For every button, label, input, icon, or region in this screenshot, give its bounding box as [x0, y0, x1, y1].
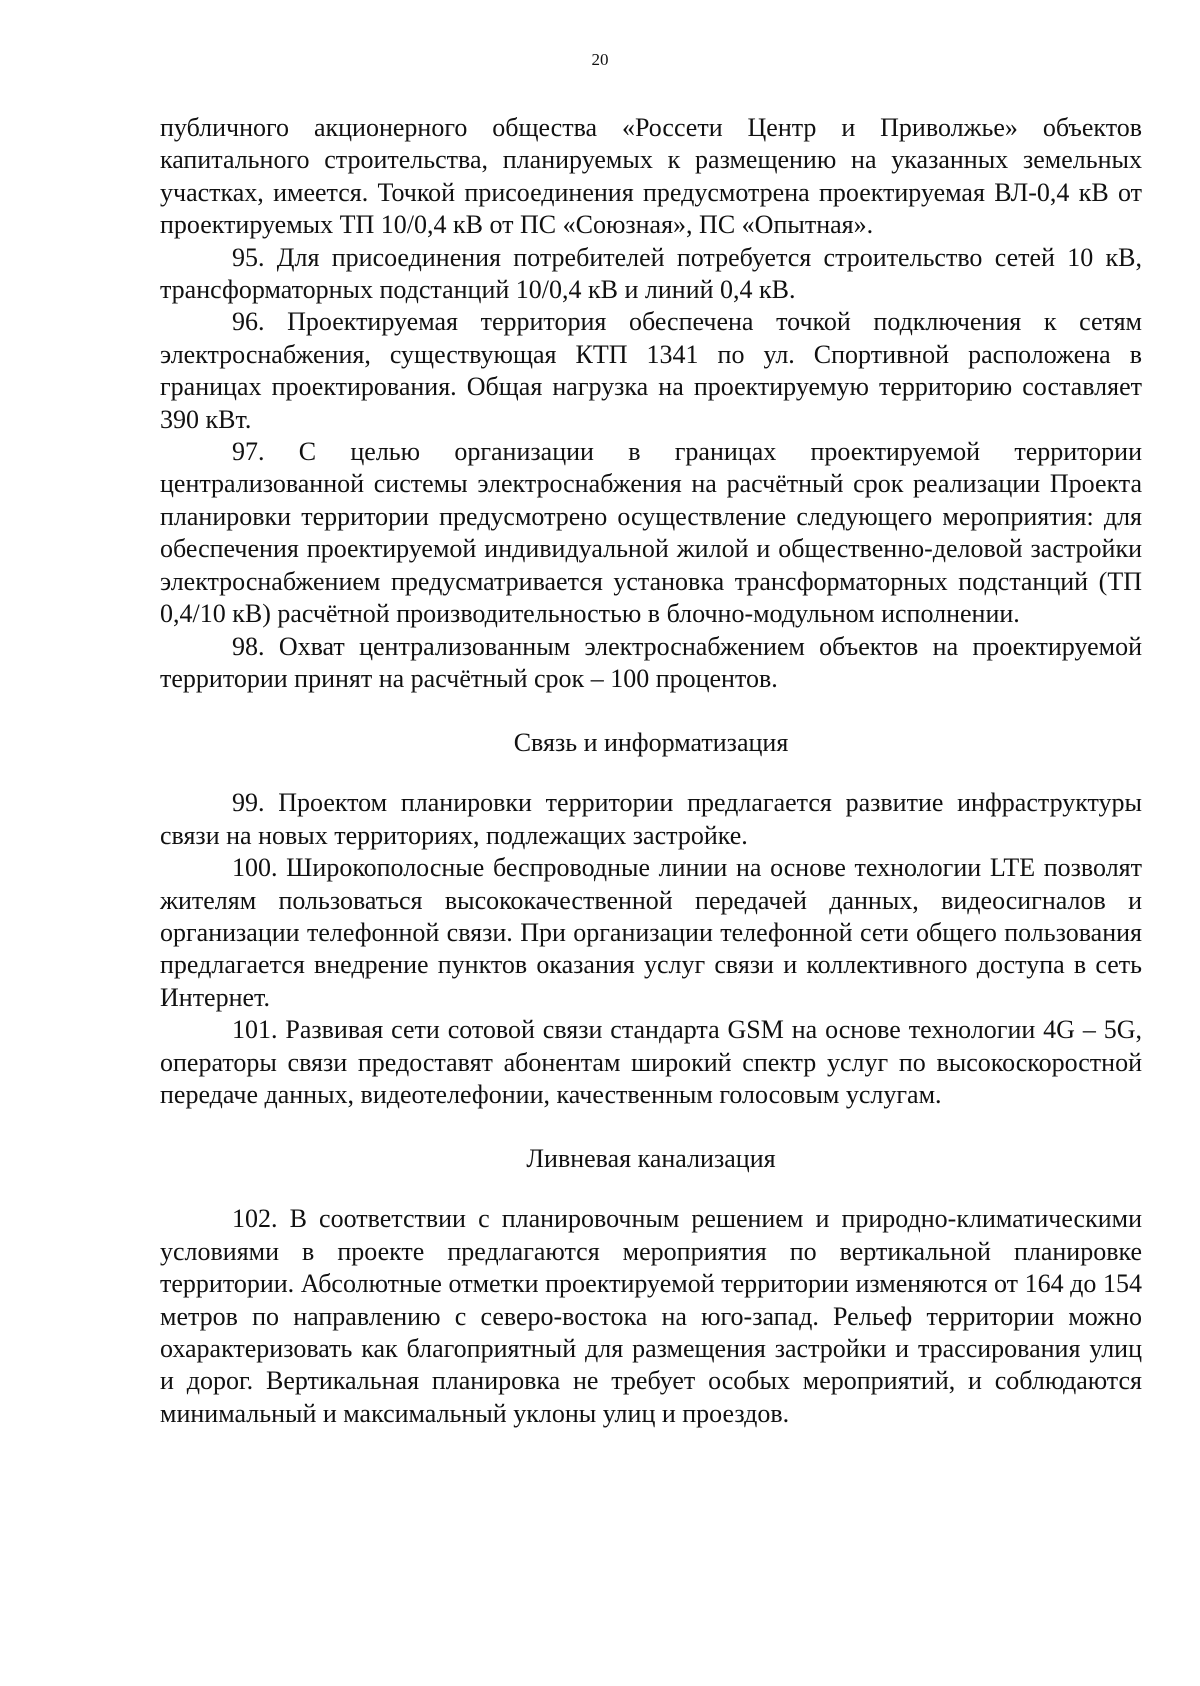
paragraph-101: 101. Развивая сети сотовой связи стандарта GSM на основе технологии 4G – 5G, операторы связи предоставят абонентам широкий спектр услуг по высокоскоростной передаче данных, видеотелефонии, качественным голосовым услугам. — [160, 1015, 1142, 1109]
paragraph-99: 99. Проектом планировки территории предлагается развитие инфраструктуры связи на новых территориях, подлежащих застройке. — [160, 788, 1142, 850]
section-heading-communications: Связь и информатизация — [513, 728, 789, 758]
document-body — [160, 112, 1142, 1430]
section-heading-drainage: Ливневая канализация — [526, 1144, 776, 1174]
page-number: 20 — [591, 50, 609, 69]
paragraph-102: 102. В соответствии с планировочным решением и природно-климатическими условиями в проекте предлагаются мероприятия по вертикальной планировке территории. Абсолютные отметки проектируемой территории изменяются от 164 до 154 метров по направлению с северо-востока на юго-запад. Рельеф территории можно охарактеризовать как благоприятный для размещения застройки и трассирования улиц и дорог. Вертикальная планировка не требует особых мероприятий, и соблюдаются минимальный и максимальный уклоны улиц и проездов. — [160, 1204, 1142, 1428]
paragraph-95: 95. Для присоединения потребителей потребуется строительство сетей 10 кВ, трансформаторных подстанций 10/0,4 кВ и линий 0,4 кВ. — [160, 242, 1142, 305]
paragraph-100: 100. Широкополосные беспроводные линии на основе технологии LTE позволят жителям пользоваться высококачественной передачей данных, видеосигналов и организации телефонной связи. При организации телефонной сети общего пользования предлагается внедрение пунктов оказания услуг связи и коллективного доступа в сеть Интернет. — [160, 853, 1142, 1012]
paragraph-97: 97. С целью организации в границах проектируемой территории централизованной системы электроснабжения на расчётный срок реализации Проекта планировки территории предусмотрено осуществление следующего мероприятия: для обеспечения проектируемой индивидуальной жилой и общественно-деловой застройки электроснабжением предусматривается установка трансформаторных подстанций (ТП 0,4/10 кВ) расчётной производительностью в блочно-модульном исполнении. — [160, 437, 1142, 629]
paragraph-98: 98. Охват централизованным электроснабжением объектов на проектируемой территории принят на расчётный срок – 100 процентов. — [160, 631, 1142, 693]
paragraph-continuation: публичного акционерного общества «Россети Центр и Приволжье» объектов капитального строительства, планируемых к размещению на указанных земельных участках, имеется. Точкой присоединения предусмотрена проектируемая ВЛ-0,4 кВ от проектируемых ТП 10/0,4 кВ от ПС «Союзная», ПС «Опытная». — [160, 113, 1142, 240]
paragraph-96: 96. Проектируемая территория обеспечена точкой подключения к сетям электроснабжения, существующая КТП 1341 по ул. Спортивной расположена в границах проектирования. Общая нагрузка на проектируемую территорию составляет 390 кВт. — [160, 307, 1142, 434]
